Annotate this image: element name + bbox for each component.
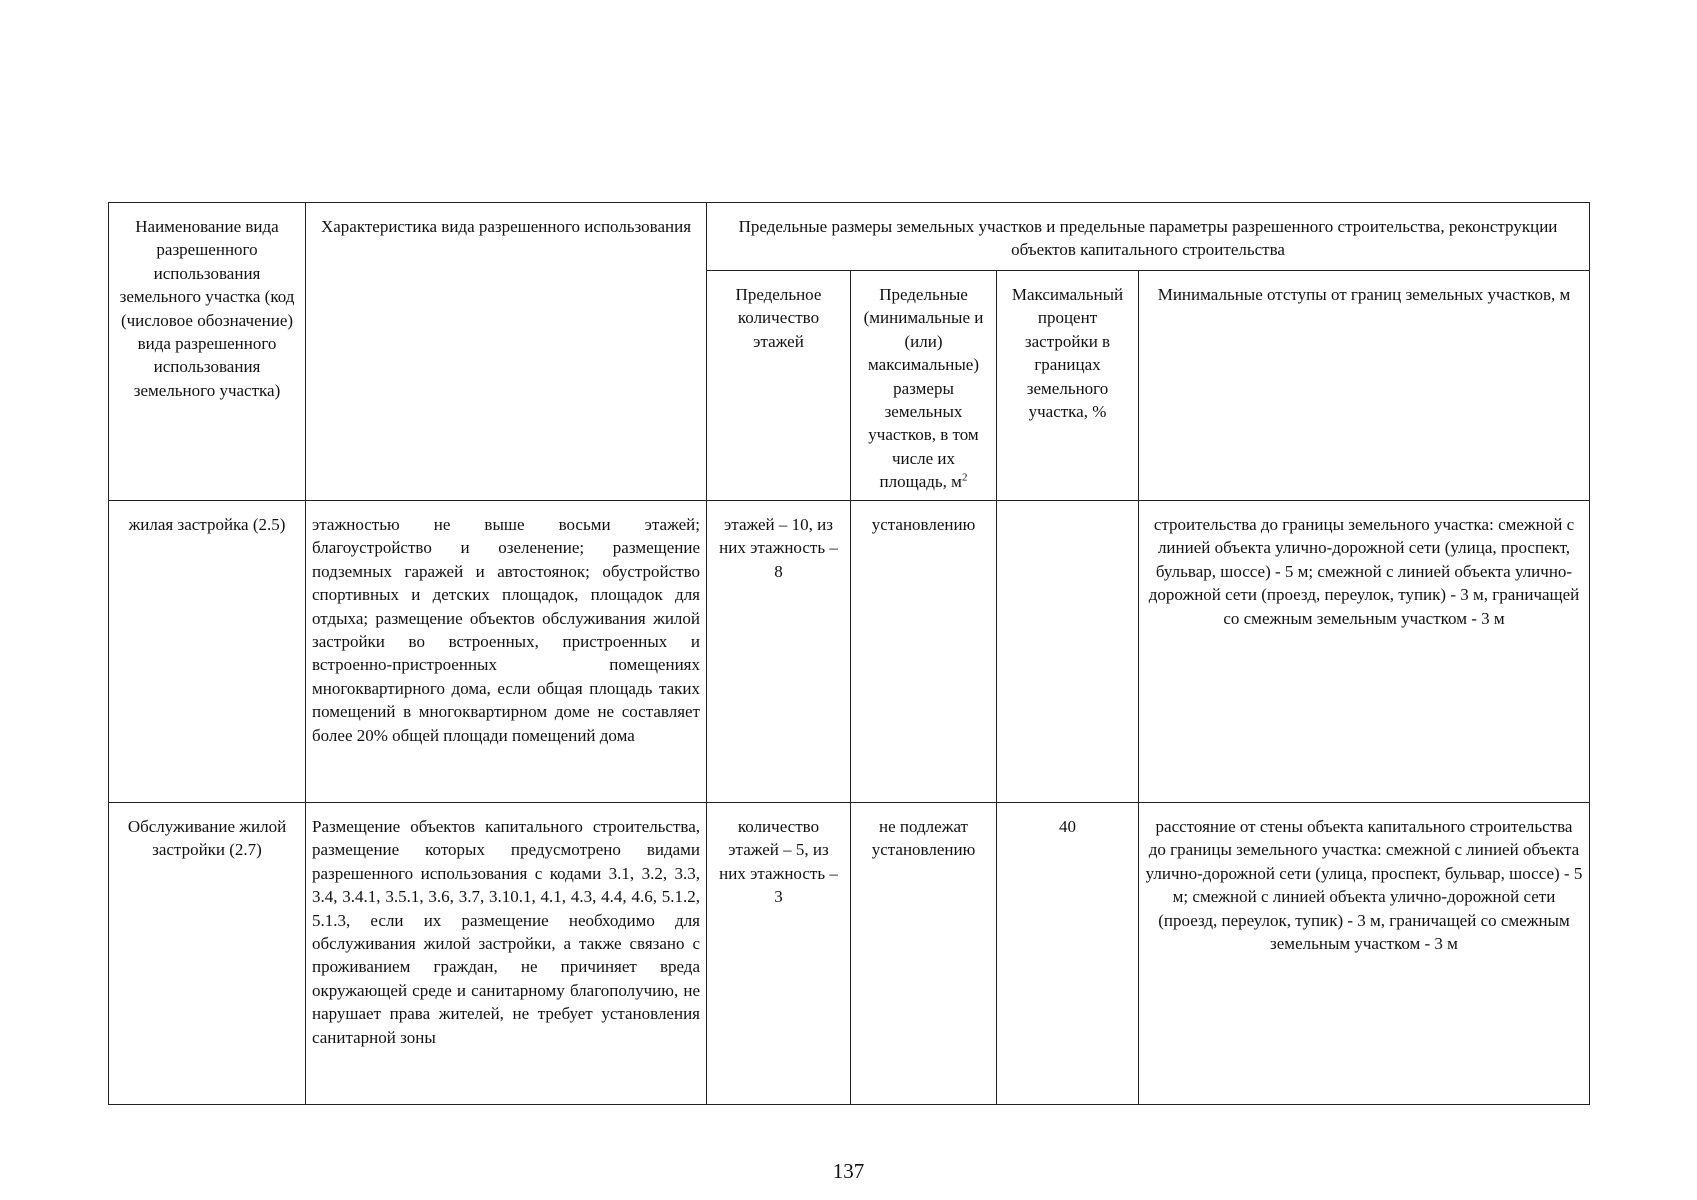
header-max-percent: Максимальный процент застройки в границах земельного участка, %	[997, 271, 1139, 501]
header-limits-group: Предельные размеры земельных участков и предельные параметры разрешенного строительства, реконструкции объектов капитального строительства	[707, 203, 1590, 271]
table-row	[109, 501, 1590, 803]
row-setbacks: расстояние от стены объекта капитального строительства до границы земельного участка: смежной с линией объекта улично-дорожной сети (улица, проспект, бульвар, шоссе) - 5 м; смежной с линией объекта улично-дорожной сети (проезд, переулок, тупик) - 3 м, граничащей со смежным земельным участком - 3 м	[1139, 803, 1590, 1105]
table-row	[109, 803, 1590, 1105]
row-floors: этажей – 10, из них этажность – 8	[707, 501, 851, 803]
row-max-percent: 40	[997, 803, 1139, 1105]
regulations-table	[108, 202, 1590, 1105]
header-plot-size-sup: 2	[961, 471, 968, 484]
row-floors: количество этажей – 5, из них этажность – 3	[707, 803, 851, 1105]
header-setbacks: Минимальные отступы от границ земельных участков, м	[1139, 271, 1590, 501]
row-plot-size: установлению	[851, 501, 997, 803]
row-setbacks: строительства до границы земельного участка: смежной с линией объекта улично-дорожной сети (улица, проспект, бульвар, шоссе) - 5 м; смежной с линией объекта улично-дорожной сети (проезд, переулок, тупик) - 3 м, граничащей со смежным земельным участком - 3 м	[1139, 501, 1590, 803]
header-row-1	[109, 203, 1590, 271]
row-use-name: Обслуживание жилой застройки (2.7)	[109, 803, 306, 1105]
header-floors: Предельное количество этажей	[707, 271, 851, 501]
page-number: 137	[832, 1159, 865, 1183]
row-use-description: Размещение объектов капитального строительства, размещение которых предусмотрено видами разрешенного использования с кодами 3.1, 3.2, 3.3, 3.4, 3.4.1, 3.5.1, 3.6, 3.7, 3.10.1, 4.1, 4.3, 4.4, 4.6, 5.1.2, 5.1.3, если их размещение необходимо для обслуживания жилой застройки, а также связано с проживанием граждан, не причиняет вреда окружающей среде и санитарному благополучию, не нарушает права жителей, не требует установления санитарной зоны	[306, 803, 707, 1105]
row-use-description: этажностью не выше восьми этажей; благоустройство и озеленение; размещение подземных гаражей и автостоянок; обустройство спортивных и детских площадок, площадок для отдыха; размещение объектов обслуживания жилой застройки во встроенных, пристроенных и встроенно-пристроенных помещениях многоквартирного дома, если общая площадь таких помещений в многоквартирном доме не составляет более 20% общей площади помещений дома	[306, 501, 707, 803]
row-plot-size: не подлежат установлению	[851, 803, 997, 1105]
header-use-description: Характеристика вида разрешенного использования	[306, 203, 707, 501]
header-plot-size-text: Предельные (минимальные и (или) максимальные) размеры земельных участков, в том числе их площадь, м	[863, 285, 984, 492]
header-use-name: Наименование вида разрешенного использования земельного участка (код (числовое обозначение) вида разрешенного использования земельного участка)	[109, 203, 306, 501]
header-plot-size	[851, 271, 997, 501]
row-max-percent	[997, 501, 1139, 803]
row-use-name: жилая застройка (2.5)	[109, 501, 306, 803]
